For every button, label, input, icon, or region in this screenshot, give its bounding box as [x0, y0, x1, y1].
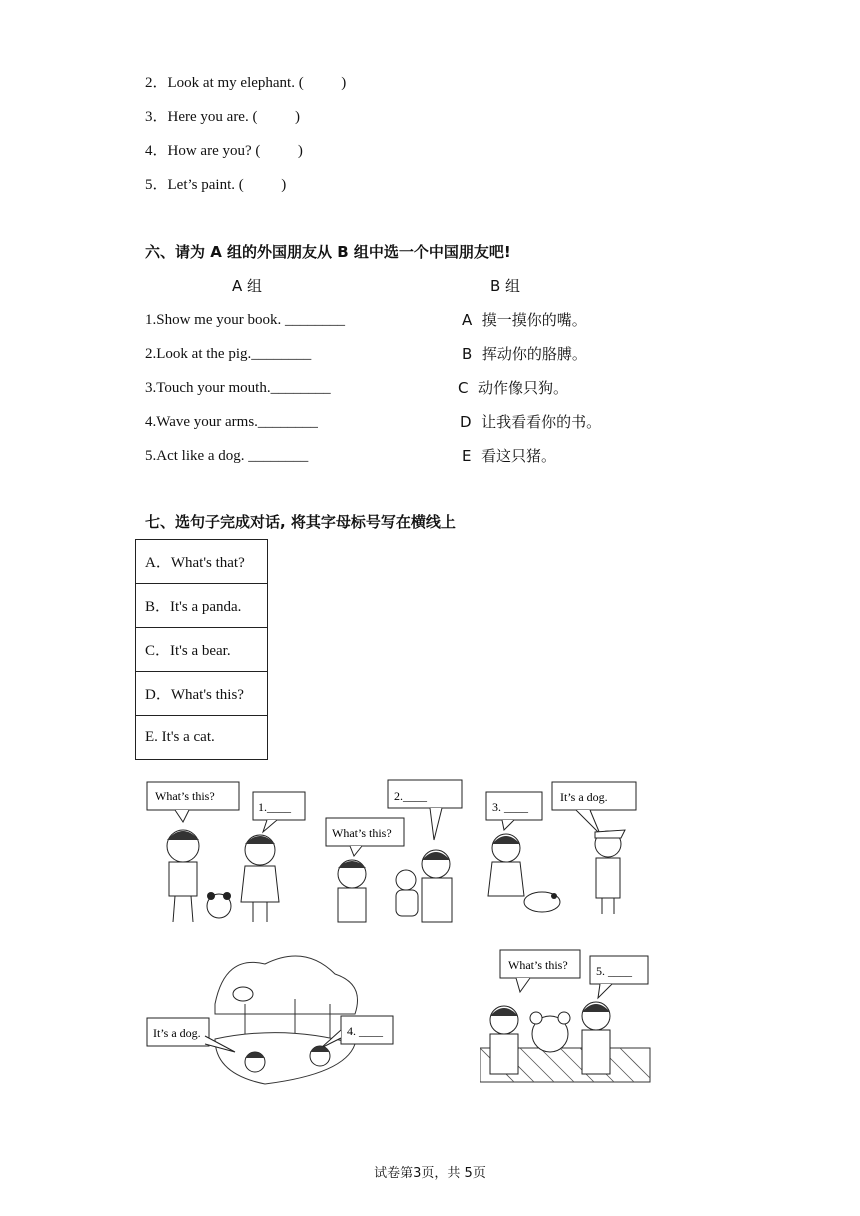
s1-bubble-a: 1.____ [258, 800, 291, 814]
s5-item-3: 3．Here you are. ( ) [145, 109, 300, 125]
s6-right-e: E 看这只猪。 [462, 447, 557, 465]
scene-3-illustration [480, 778, 640, 928]
scene-4-illustration [145, 944, 400, 1089]
s6-right-a: A 摸一摸你的嘴。 [462, 311, 587, 329]
option-b: B．It's a panda. [136, 584, 268, 628]
s2-bubble-q: What’s this? [332, 826, 392, 840]
group-a-label: A 组 [232, 277, 263, 295]
s5-item-5: 5．Let’s paint. ( ) [145, 177, 287, 193]
s2-bubble-a: 2.____ [394, 789, 427, 803]
s4-bubble-a: 4. ____ [347, 1024, 383, 1038]
s6-left-3: 3.Touch your mouth.________ [145, 380, 331, 396]
scene-2-illustration [322, 778, 467, 928]
s4-bubble-q: It’s a dog. [153, 1026, 201, 1040]
s5-item-2: 2．Look at my elephant. ( ) [145, 75, 347, 91]
s6-left-4: 4.Wave your arms.________ [145, 414, 318, 430]
options-table [135, 539, 268, 760]
s1-bubble-q: What’s this? [155, 789, 215, 803]
section6-title: 六、请为 A 组的外国朋友从 B 组中选一个中国朋友吧! [145, 243, 511, 261]
option-a: A．What's that? [136, 540, 268, 584]
s5-bubble-a: 5. ____ [596, 964, 632, 978]
s6-left-5: 5.Act like a dog. ________ [145, 448, 309, 464]
s6-left-2: 2.Look at the pig.________ [145, 346, 312, 362]
scene-1-illustration [145, 778, 310, 928]
page-footer: 试卷第3页，共 5页 [374, 1166, 486, 1181]
s6-left-1: 1.Show me your book. ________ [145, 312, 345, 328]
scene-5-illustration [480, 944, 652, 1089]
group-b-label: B 组 [490, 277, 521, 295]
s6-right-c: C 动作像只狗。 [458, 379, 569, 397]
option-e: E. It's a cat. [136, 716, 268, 760]
s3-bubble-q: 3. ____ [492, 800, 528, 814]
s6-right-b: B 挥动你的胳膊。 [462, 345, 587, 363]
s5-bubble-q: What’s this? [508, 958, 568, 972]
option-d: D．What's this? [136, 672, 268, 716]
section7-title: 七、选句子完成对话, 将其字母标号写在横线上 [145, 513, 456, 531]
s6-right-d: D 让我看看你的书。 [460, 413, 602, 431]
option-c: C．It's a bear. [136, 628, 268, 672]
s5-item-4: 4．How are you? ( ) [145, 143, 303, 159]
s3-bubble-a: It’s a dog. [560, 790, 608, 804]
